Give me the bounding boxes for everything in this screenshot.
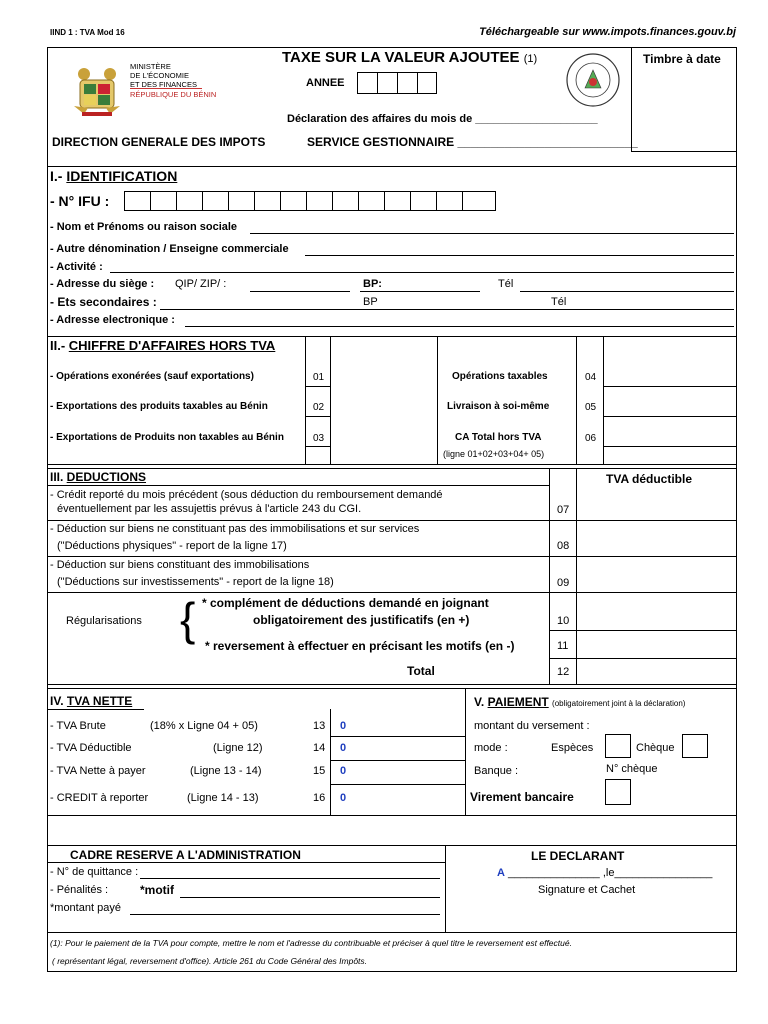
motif-input[interactable] [180,897,440,898]
motif-label: *motif [140,883,174,897]
signature-label: Signature et Cachet [538,884,636,896]
benin-emblem [70,62,124,118]
direction-title: DIRECTION GENERALE DES IMPOTS [52,135,266,149]
penalites-label: - Pénalités : [50,884,109,896]
email-input[interactable] [185,326,734,327]
ded-08-line1: - Déduction sur biens ne constituant pas des immobilisations et sur services [50,523,420,535]
annee-label: ANNEE [306,77,345,89]
tva-nette-value[interactable]: 0 [340,765,347,777]
ca-row-04-label: Opérations taxables [452,371,548,382]
deductions-title: III. DEDUCTIONS [50,470,147,484]
ca-total-note: (ligne 01+02+03+04+ 05) [443,449,545,459]
ca-row-02-label: - Exportations des produits taxables au Bénin [50,401,268,412]
tva-deductible-value[interactable]: 0 [340,742,347,754]
regul-brace: { [180,593,196,645]
chiffre-title: II.- CHIFFRE D'AFFAIRES HORS TVA [50,338,276,353]
tel2-label: Tél [551,296,567,308]
identification-title: I.- IDENTIFICATION [50,168,178,184]
autre-label: - Autre dénomination / Enseigne commerciale [50,243,289,255]
form-title: TAXE SUR LA VALEUR AJOUTEE (1) [282,49,538,66]
tel-label: Tél [498,278,514,290]
especes-label: Espèces [551,742,594,754]
ded-11-label: * reversement à effectuer en précisant les motifs (en -) [205,639,515,653]
ca-code-02: 02 [313,402,325,413]
adresse-label: - Adresse du siège : [50,278,155,290]
footnote-1: (1): Pour le paiement de la TVA pour compte, mettre le nom et l'adresse du contribuable et préciser à quel titre le reversement est effectué. [50,938,572,948]
credit-value[interactable]: 0 [340,792,347,804]
republic-name: RÉPUBLIQUE DU BÉNIN [130,90,217,99]
ded-07-line2: éventuellement par les assujettis prévus à l'article 243 du CGI. [57,503,362,515]
tva-code-14: 14 [313,742,326,754]
nom-input[interactable] [250,233,734,234]
credit-label: - CREDIT à reporter [50,792,149,804]
ded-code-12: 12 [557,666,570,678]
declaration-month[interactable]: Déclaration des affaires du mois de ____________________ [287,113,598,125]
ded-code-10: 10 [557,615,570,627]
ded-10-line1: * complément de déductions demandé en joignant [202,596,489,610]
ncheque-label: N° chèque [606,763,658,775]
ca-code-04: 04 [585,372,597,383]
tva-deductible-header: TVA déductible [606,472,693,486]
bp2-label: BP [363,296,378,308]
ca-row-01-label: - Opérations exonérées (sauf exportations) [50,371,254,382]
ifu-label: - N° IFU : [50,193,110,209]
tva-brute-note: (18% x Ligne 04 + 05) [150,720,258,732]
regularisations-label: Régularisations [66,615,142,627]
ca-code-06: 06 [585,433,597,444]
ded-10-line2: obligatoirement des justificatifs (en +) [253,613,470,627]
ded-total-label: Total [407,664,435,678]
ded-07-line1: - Crédit reporté du mois précédent (sous déduction du remboursement demandé [50,489,443,501]
quittance-input[interactable] [140,878,440,879]
quittance-label: - N° de quittance : [50,866,139,878]
ca-row-05-label: Livraison à soi-même [447,401,550,412]
ca-code-03: 03 [313,433,325,444]
timbre-label: Timbre à date [643,52,721,66]
paiement-title: V. PAIEMENT (obligatoirement joint à la déclaration) [474,695,686,709]
form-code: IIND 1 : TVA Mod 16 [50,28,125,37]
montant-versement-label: montant du versement : [474,720,590,732]
especes-checkbox[interactable] [605,734,631,758]
tva-brute-value[interactable]: 0 [340,720,347,732]
ca-code-01: 01 [313,372,325,383]
ded-code-09: 09 [557,577,570,589]
montant-paye-input[interactable] [130,914,440,915]
official-stamp [565,52,621,108]
cheque-label: Chèque [636,742,675,754]
bp-label: BP: [363,278,382,290]
tva-deductible-label: - TVA Déductible [50,742,132,754]
activite-input[interactable] [110,272,734,273]
ded-code-07: 07 [557,504,570,516]
ministry-name: MINISTÈRE DE L'ÉCONOMIE ET DES FINANCES [130,62,197,89]
ded-09-line2: ("Déductions sur investissements" - report de la ligne 18) [57,576,334,588]
montant-paye-label: *montant payé [50,902,121,914]
tva-code-13: 13 [313,720,326,732]
ca-row-03-label: - Exportations de Produits non taxables au Bénin [50,432,284,443]
ifu-input[interactable] [124,191,496,211]
tva-brute-label: - TVA Brute [50,720,106,732]
service-gestionnaire[interactable]: SERVICE GESTIONNAIRE ___________________________ [307,135,638,149]
virement-checkbox[interactable] [605,779,631,805]
ded-08-line2: ("Déductions physiques" - report de la ligne 17) [57,540,287,552]
declarant-title: LE DECLARANT [531,849,625,863]
ded-code-11: 11 [557,640,569,652]
qip-label: QIP/ ZIP/ : [175,278,227,290]
credit-note: (Ligne 14 - 13) [187,792,259,804]
ded-code-08: 08 [557,540,570,552]
ca-row-06-label: CA Total hors TVA [455,432,542,443]
tva-deductible-note: (Ligne 12) [213,742,263,754]
tva-code-16: 16 [313,792,326,804]
admin-title: CADRE RESERVE A L'ADMINISTRATION [70,848,301,862]
tva-nette-title: IV. TVA NETTE [50,694,133,708]
declarant-place[interactable]: A _______________ ,le________________ [497,867,713,879]
mode-label: mode : [474,742,508,754]
virement-label: Virement bancaire [470,790,574,804]
tva-nette-note: (Ligne 13 - 14) [190,765,262,777]
tva-nette-label: - TVA Nette à payer [50,765,146,777]
ded-09-line1: - Déduction sur biens constituant des immobilisations [50,559,310,571]
autre-input[interactable] [305,255,734,256]
nom-label: - Nom et Prénoms ou raison sociale [50,221,238,233]
activite-label: - Activité : [50,261,103,273]
download-link[interactable]: Téléchargeable sur www.impots.finances.gouv.bj [479,26,736,38]
tva-code-15: 15 [313,765,326,777]
email-label: - Adresse electronique : [50,314,175,326]
footnote-2: ( représentant légal, reversement d'office). Article 261 du Code Général des Impôts. [52,956,368,966]
cheque-checkbox[interactable] [682,734,708,758]
ca-code-05: 05 [585,402,597,413]
banque-label: Banque : [474,765,519,777]
ets-label: - Ets secondaires : [50,295,157,309]
